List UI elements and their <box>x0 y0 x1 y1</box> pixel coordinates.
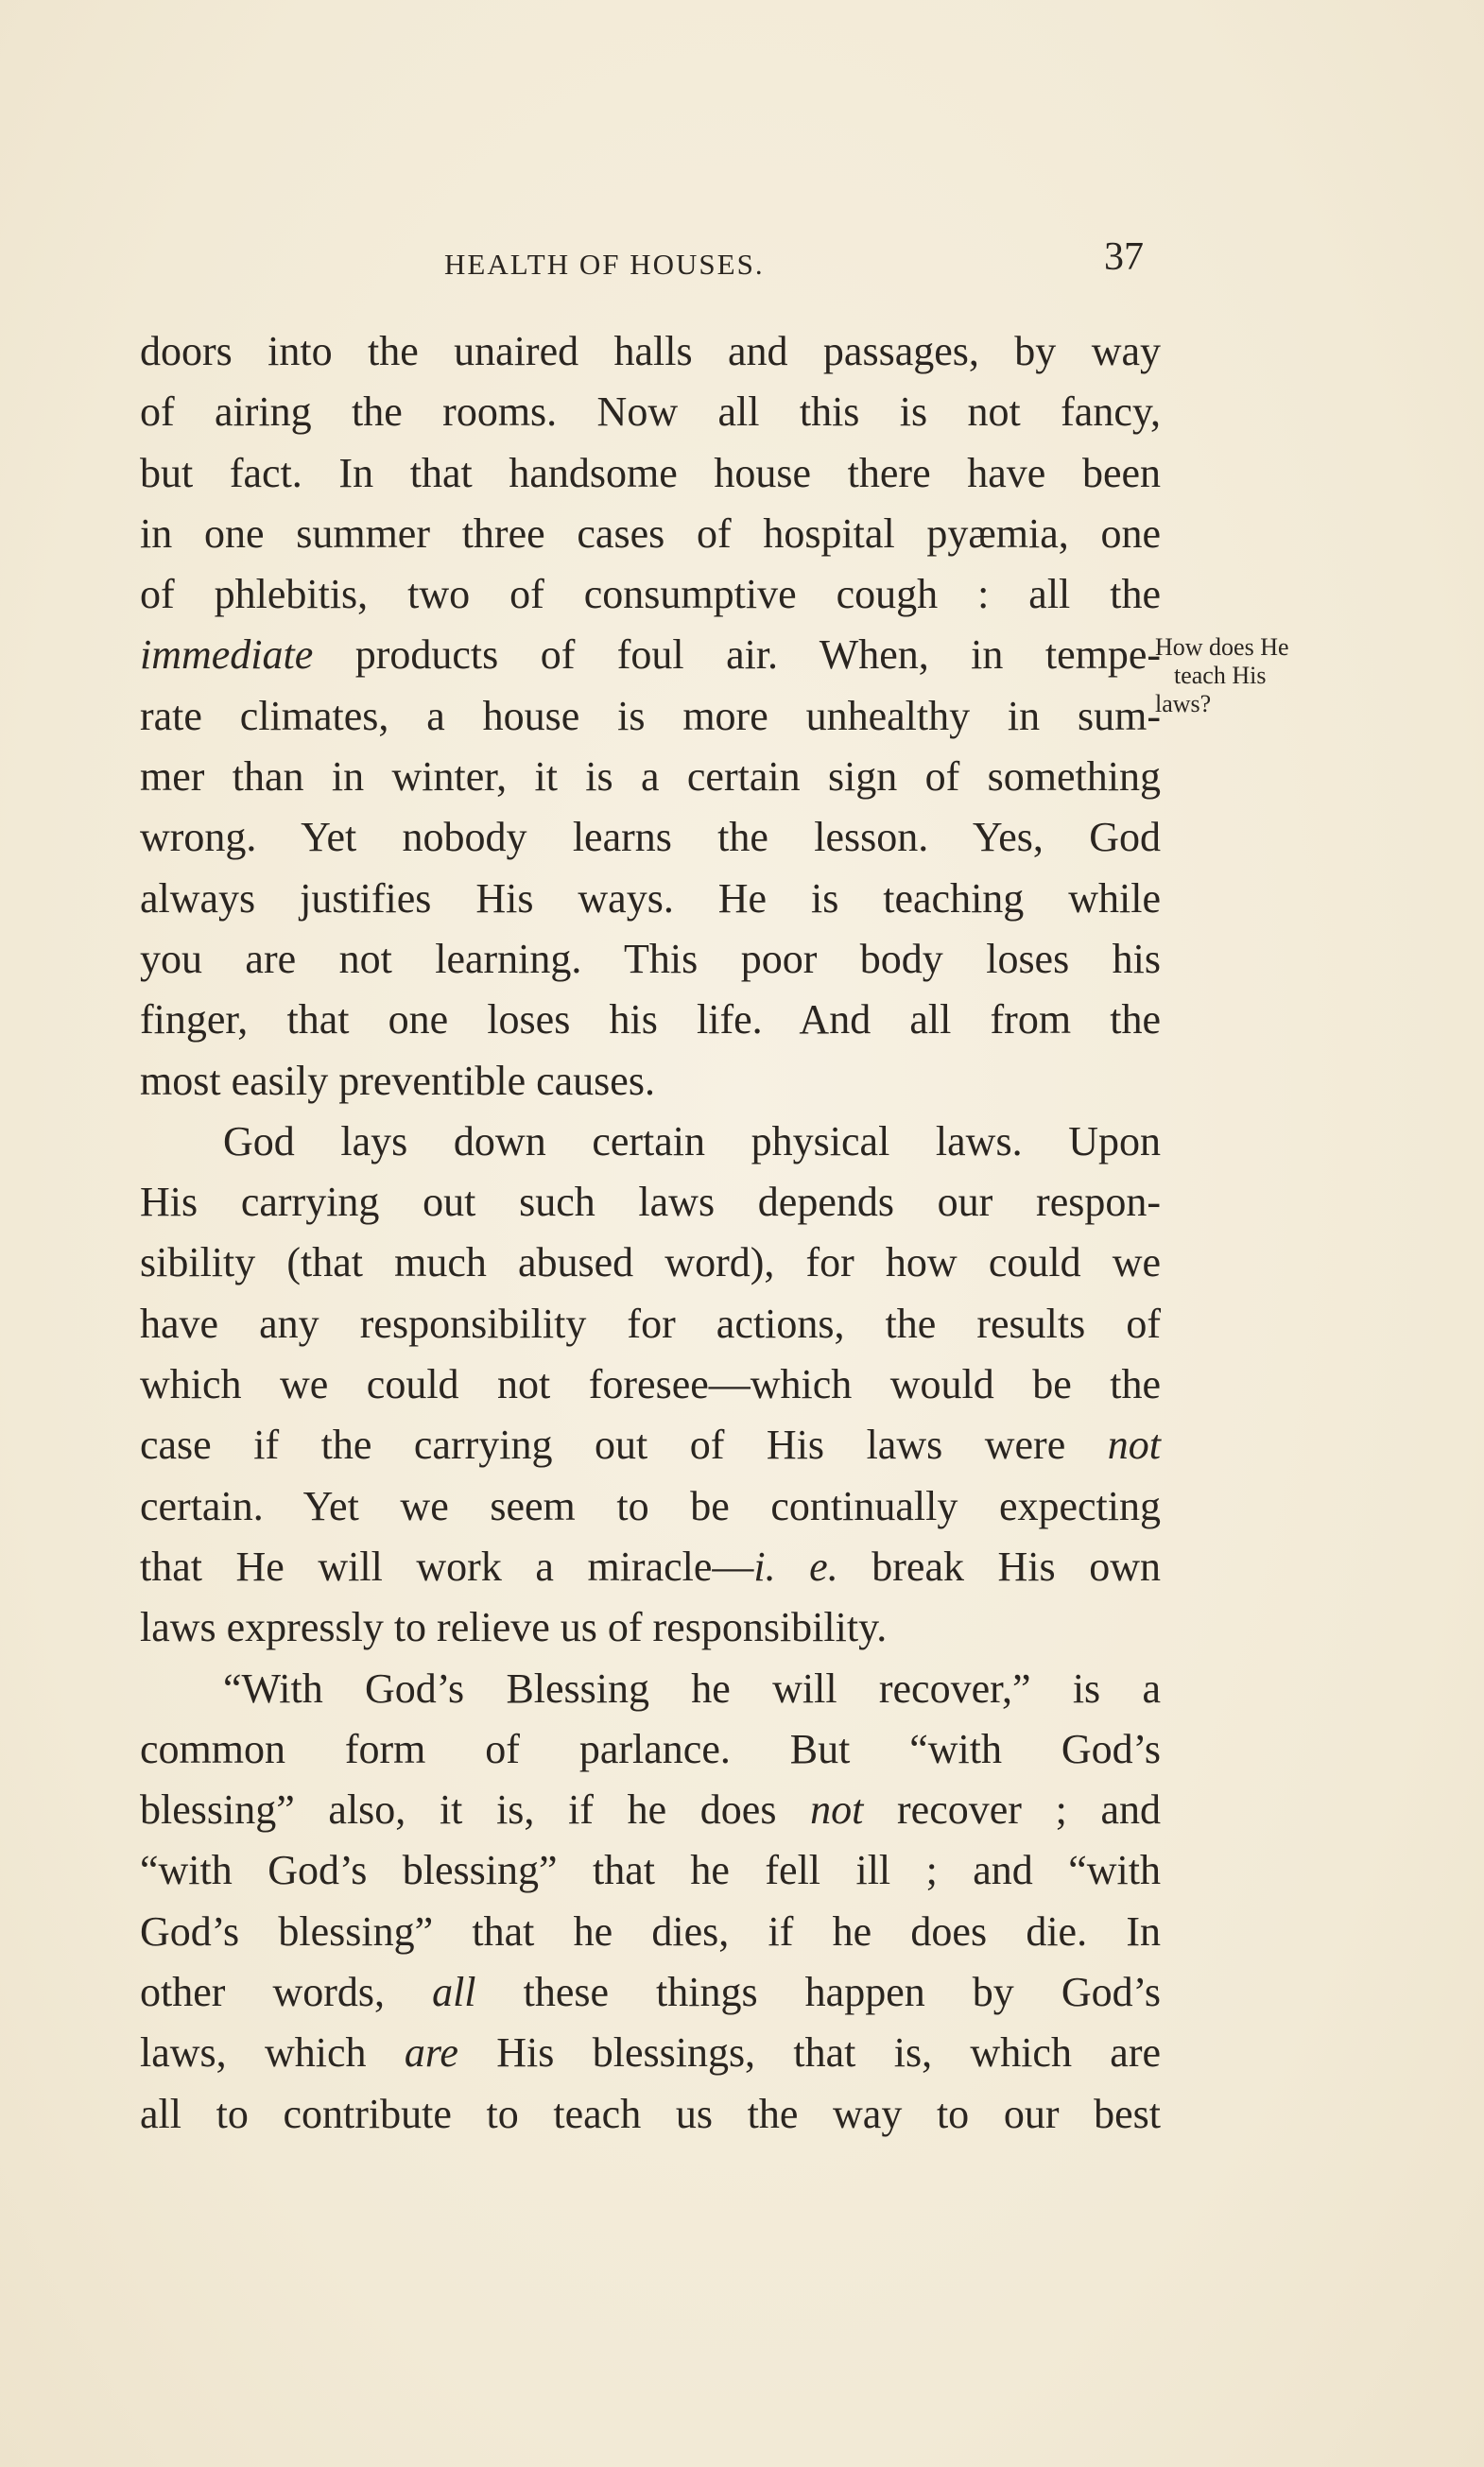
text-line: certain. Yet we seem to be continually expecting <box>140 1482 1161 1529</box>
margin-note <box>1155 633 1354 718</box>
text-line: God lays down certain physical laws. Upon <box>223 1117 1161 1164</box>
running-title: HEALTH OF HOUSES. <box>444 248 765 281</box>
italic-text: are <box>404 2029 458 2077</box>
text-line: God’s blessing” that he dies, if he does die. In <box>140 1907 1161 1955</box>
text-segment: blessing” also, it is, if he does <box>140 1786 811 1834</box>
margin-note-line: How does He <box>1155 633 1289 661</box>
text-line: doors into the unaired halls and passages, by way <box>140 328 1161 374</box>
text-line <box>140 1415 1161 1475</box>
text-segment: these things happen by God’s <box>475 1969 1161 2016</box>
italic-text: not <box>1107 1422 1161 1469</box>
text-segment: break His own <box>837 1543 1161 1590</box>
text-line: wrong. Yet nobody learns the lesson. Yes, God <box>140 814 1161 861</box>
text-line: sibility (that much abused word), for how could we <box>140 1239 1161 1286</box>
text-segment: other words, <box>140 1969 433 2016</box>
text-line: most easily preventible causes. <box>140 1057 655 1104</box>
text-line: “With God’s Blessing he will recover,” is a <box>223 1665 1161 1712</box>
text-line: always justifies His ways. He is teaching while <box>140 874 1161 922</box>
italic-text: immediate <box>140 631 314 679</box>
text-line: but fact. In that handsome house there have been <box>140 449 1161 496</box>
text-line: all to contribute to teach us the way to our best <box>140 2090 1161 2137</box>
text-line: common form of parlance. But “with God’s <box>140 1725 1161 1772</box>
text-line: of phlebitis, two of consumptive cough : all the <box>140 571 1161 618</box>
margin-note-line: laws? <box>1155 690 1212 717</box>
text-line <box>140 1780 1161 1840</box>
text-segment: case if the carrying out of His laws were <box>140 1422 1108 1469</box>
text-line: you are not learning. This poor body loses his <box>140 935 1161 982</box>
text-segment: His blessings, that is, which are <box>457 2029 1161 2077</box>
italic-text: not <box>810 1786 864 1834</box>
text-line: mer than in winter, it is a certain sign of something <box>140 753 1161 801</box>
text-segment: recover ; and <box>863 1786 1161 1834</box>
text-line <box>140 1537 1161 1597</box>
page-number: 37 <box>1104 235 1144 279</box>
body-text <box>140 321 1161 2145</box>
text-line: have any responsibility for actions, the results of <box>140 1300 1161 1347</box>
text-line: of airing the rooms. Now all this is not fancy, <box>140 388 1161 436</box>
text-line: rate climates, a house is more unhealthy in sum- <box>140 692 1161 739</box>
text-segment: laws, which <box>140 2029 405 2077</box>
text-line: His carrying out such laws depends our respon- <box>140 1179 1161 1226</box>
text-segment: that He will work a miracle— <box>140 1543 754 1590</box>
text-line: in one summer three cases of hospital pyæmia, one <box>140 509 1161 557</box>
italic-text: i. e. <box>753 1543 838 1590</box>
text-line <box>140 2023 1161 2083</box>
margin-note-line: teach His <box>1174 662 1267 689</box>
italic-text: all <box>432 1969 476 2016</box>
page-header <box>142 236 1144 293</box>
text-segment: products of foul air. When, in tempe- <box>313 631 1161 679</box>
text-line <box>140 1962 1161 2023</box>
text-line: which we could not foresee—which would be the <box>140 1361 1161 1408</box>
text-line: laws expressly to relieve us of responsibility. <box>140 1604 888 1651</box>
text-line: finger, that one loses his life. And all from the <box>140 996 1161 1044</box>
text-line: “with God’s blessing” that he fell ill ; and “with <box>140 1847 1161 1894</box>
text-line <box>140 625 1161 685</box>
